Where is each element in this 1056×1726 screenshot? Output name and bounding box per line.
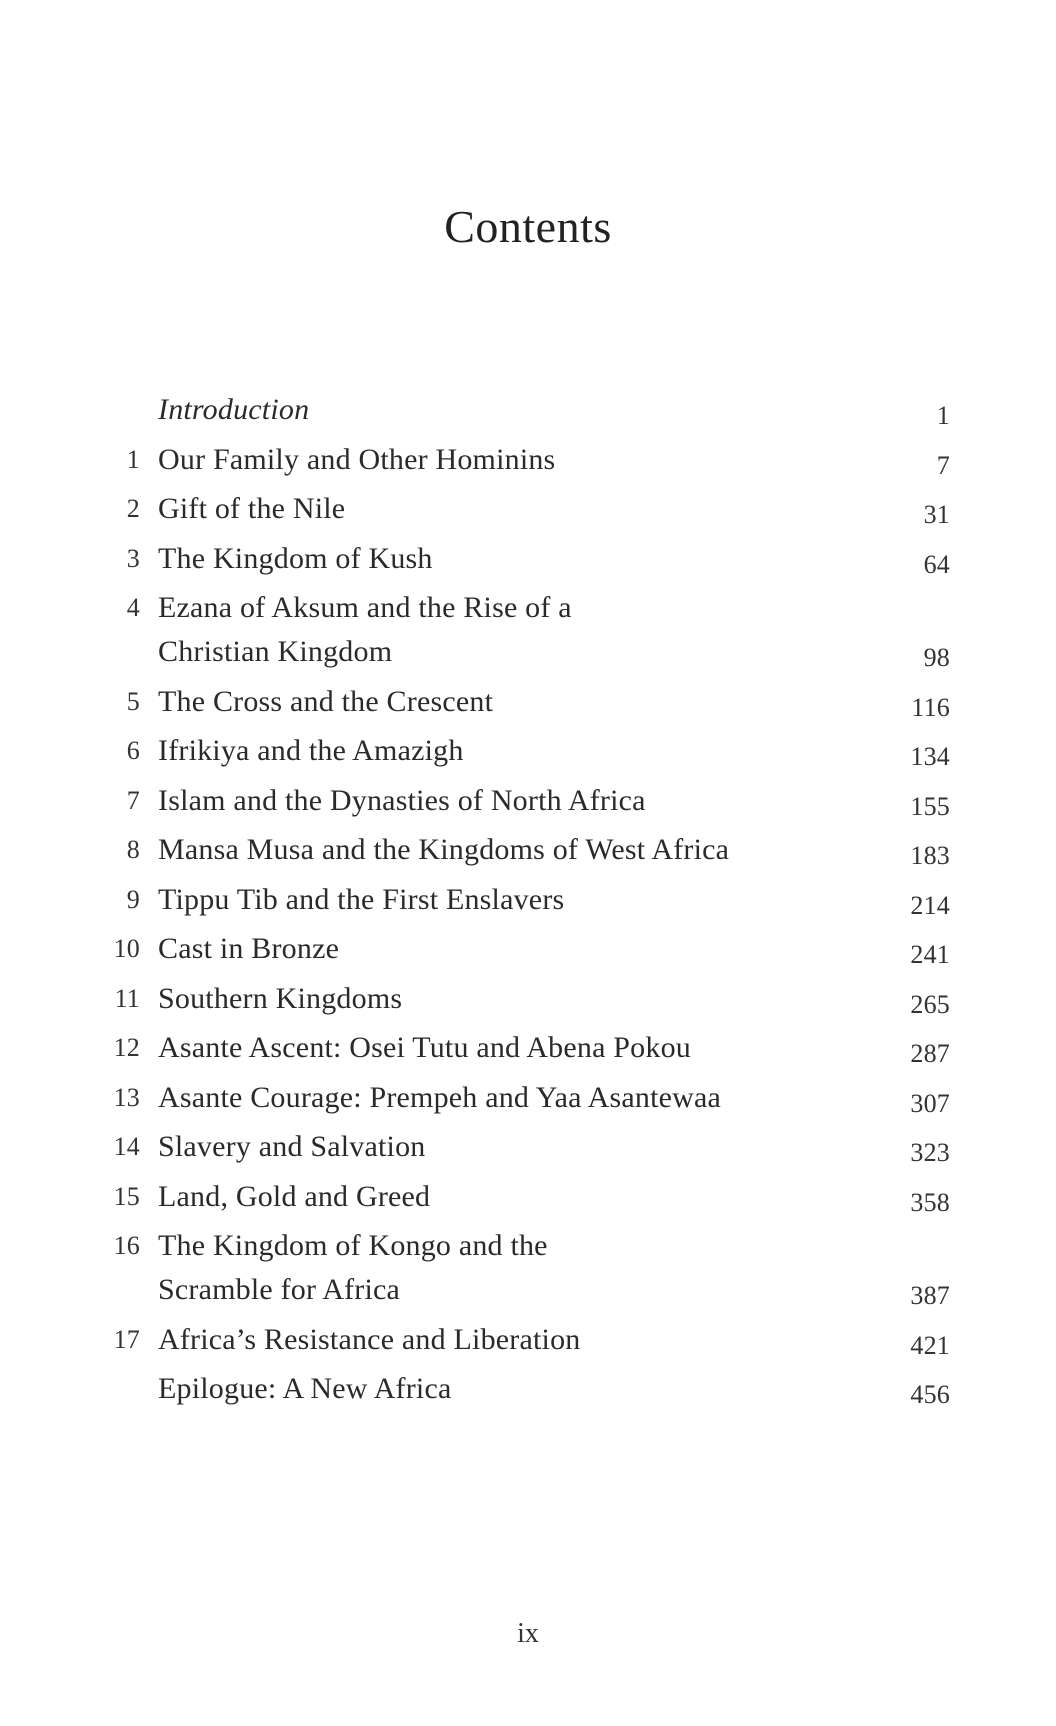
chapter-title-line: Our Family and Other Hominins (158, 442, 556, 476)
chapter-title-line: Africa’s Resistance and Liberation (158, 1322, 581, 1356)
chapter-number: 3 (126, 543, 140, 573)
chapter-number: 12 (113, 1033, 140, 1062)
chapter-title-line: Asante Courage: Prempeh and Yaa Asantewaa (158, 1080, 722, 1114)
chapter-title (158, 1318, 858, 1362)
toc-entry (0, 438, 1056, 482)
chapter-title-line: Tippu Tib and the First Enslavers (158, 882, 565, 916)
chapter-title (158, 388, 858, 432)
chapter-title (158, 977, 858, 1021)
chapter-title-line: Cast in Bronze (158, 932, 340, 965)
chapter-number: 17 (113, 1324, 140, 1354)
page-number: 64 (923, 549, 950, 579)
toc-entry (0, 388, 1056, 432)
chapter-number: 13 (113, 1082, 140, 1112)
page-number: 265 (910, 989, 950, 1019)
chapter-title-line: Mansa Musa and the Kingdoms of West Africa (158, 833, 730, 866)
chapter-title (158, 1076, 858, 1120)
toc-entry (0, 1367, 1056, 1411)
page-number: 7 (936, 450, 950, 480)
page-number: 155 (910, 791, 950, 821)
chapter-title-line: The Kingdom of Kush (158, 541, 433, 575)
toc-entry (0, 878, 1056, 922)
chapter-title (158, 586, 858, 674)
chapter-title-line: Epilogue: A New Africa (158, 1372, 452, 1405)
toc-entry (0, 487, 1056, 531)
chapter-title (158, 537, 858, 581)
chapter-title-line: Islam and the Dynasties of North Africa (158, 783, 646, 817)
chapter-number: 16 (113, 1231, 140, 1260)
page-number: 421 (910, 1330, 950, 1360)
chapter-title (158, 828, 858, 872)
page-number: 307 (910, 1088, 950, 1118)
toc-entry (0, 586, 1056, 674)
chapter-title (158, 1026, 858, 1070)
chapter-title-line: Christian Kingdom (158, 635, 393, 668)
toc-entry (0, 1026, 1056, 1070)
chapter-title (158, 1175, 858, 1219)
page-number: 1 (936, 401, 950, 430)
toc-entry (0, 1175, 1056, 1219)
chapter-title-line: Slavery and Salvation (158, 1130, 426, 1163)
chapter-title (158, 1125, 858, 1169)
toc-entry (0, 680, 1056, 724)
chapter-number: 2 (126, 494, 140, 523)
chapter-number: 4 (126, 593, 140, 622)
chapter-number: 9 (126, 884, 140, 914)
page-title: Contents (444, 201, 612, 252)
chapter-title (158, 779, 858, 823)
chapter-title-line: Asante Ascent: Osei Tutu and Abena Pokou (158, 1031, 691, 1064)
page-number: 241 (910, 940, 950, 969)
chapter-title-line: Southern Kingdoms (158, 981, 403, 1015)
chapter-title-line: The Cross and the Crescent (158, 684, 494, 718)
chapter-title (158, 729, 858, 773)
page-number: 134 (910, 742, 950, 771)
page-number: 214 (910, 890, 950, 920)
chapter-number: 10 (113, 934, 140, 963)
page-number: 456 (910, 1380, 950, 1409)
chapter-number: 7 (126, 785, 140, 815)
chapter-title (158, 438, 858, 482)
chapter-title-line: Introduction (158, 393, 310, 426)
chapter-title (158, 1367, 858, 1411)
toc-entry (0, 779, 1056, 823)
chapter-title-line: The Kingdom of Kongo and the (158, 1229, 548, 1262)
chapter-title-line: Land, Gold and Greed (158, 1179, 431, 1213)
chapter-title (158, 927, 858, 971)
toc-entry (0, 537, 1056, 581)
page-folio: ix (517, 1618, 539, 1649)
chapter-title-line: Ifrikiya and the Amazigh (158, 734, 464, 767)
page-number: 31 (923, 500, 950, 529)
chapter-title (158, 487, 858, 531)
page-number: 323 (910, 1138, 950, 1167)
page-number: 387 (910, 1281, 950, 1310)
chapter-number: 1 (126, 444, 140, 474)
chapter-title-line: Ezana of Aksum and the Rise of a (158, 591, 572, 624)
chapter-title (158, 680, 858, 724)
toc-entry (0, 828, 1056, 872)
chapter-number: 15 (113, 1181, 140, 1211)
page-number: 116 (911, 692, 950, 722)
page-number: 358 (910, 1187, 950, 1217)
chapter-number: 5 (126, 686, 140, 716)
chapter-title (158, 878, 858, 922)
page-number: 183 (910, 841, 950, 870)
page-number: 287 (910, 1039, 950, 1068)
toc-entry (0, 729, 1056, 773)
toc-entry (0, 1318, 1056, 1362)
toc-entry (0, 977, 1056, 1021)
page-number: 98 (923, 643, 950, 672)
chapter-title-line: Scramble for Africa (158, 1273, 401, 1306)
toc-entry (0, 1125, 1056, 1169)
chapter-title (158, 1224, 858, 1312)
toc-entry (0, 927, 1056, 971)
toc-entry (0, 1076, 1056, 1120)
chapter-number: 11 (114, 983, 140, 1013)
chapter-title-line: Gift of the Nile (158, 492, 346, 525)
toc-entry (0, 1224, 1056, 1312)
chapter-number: 14 (113, 1132, 140, 1161)
chapter-number: 8 (126, 835, 140, 864)
chapter-number: 6 (126, 736, 140, 765)
